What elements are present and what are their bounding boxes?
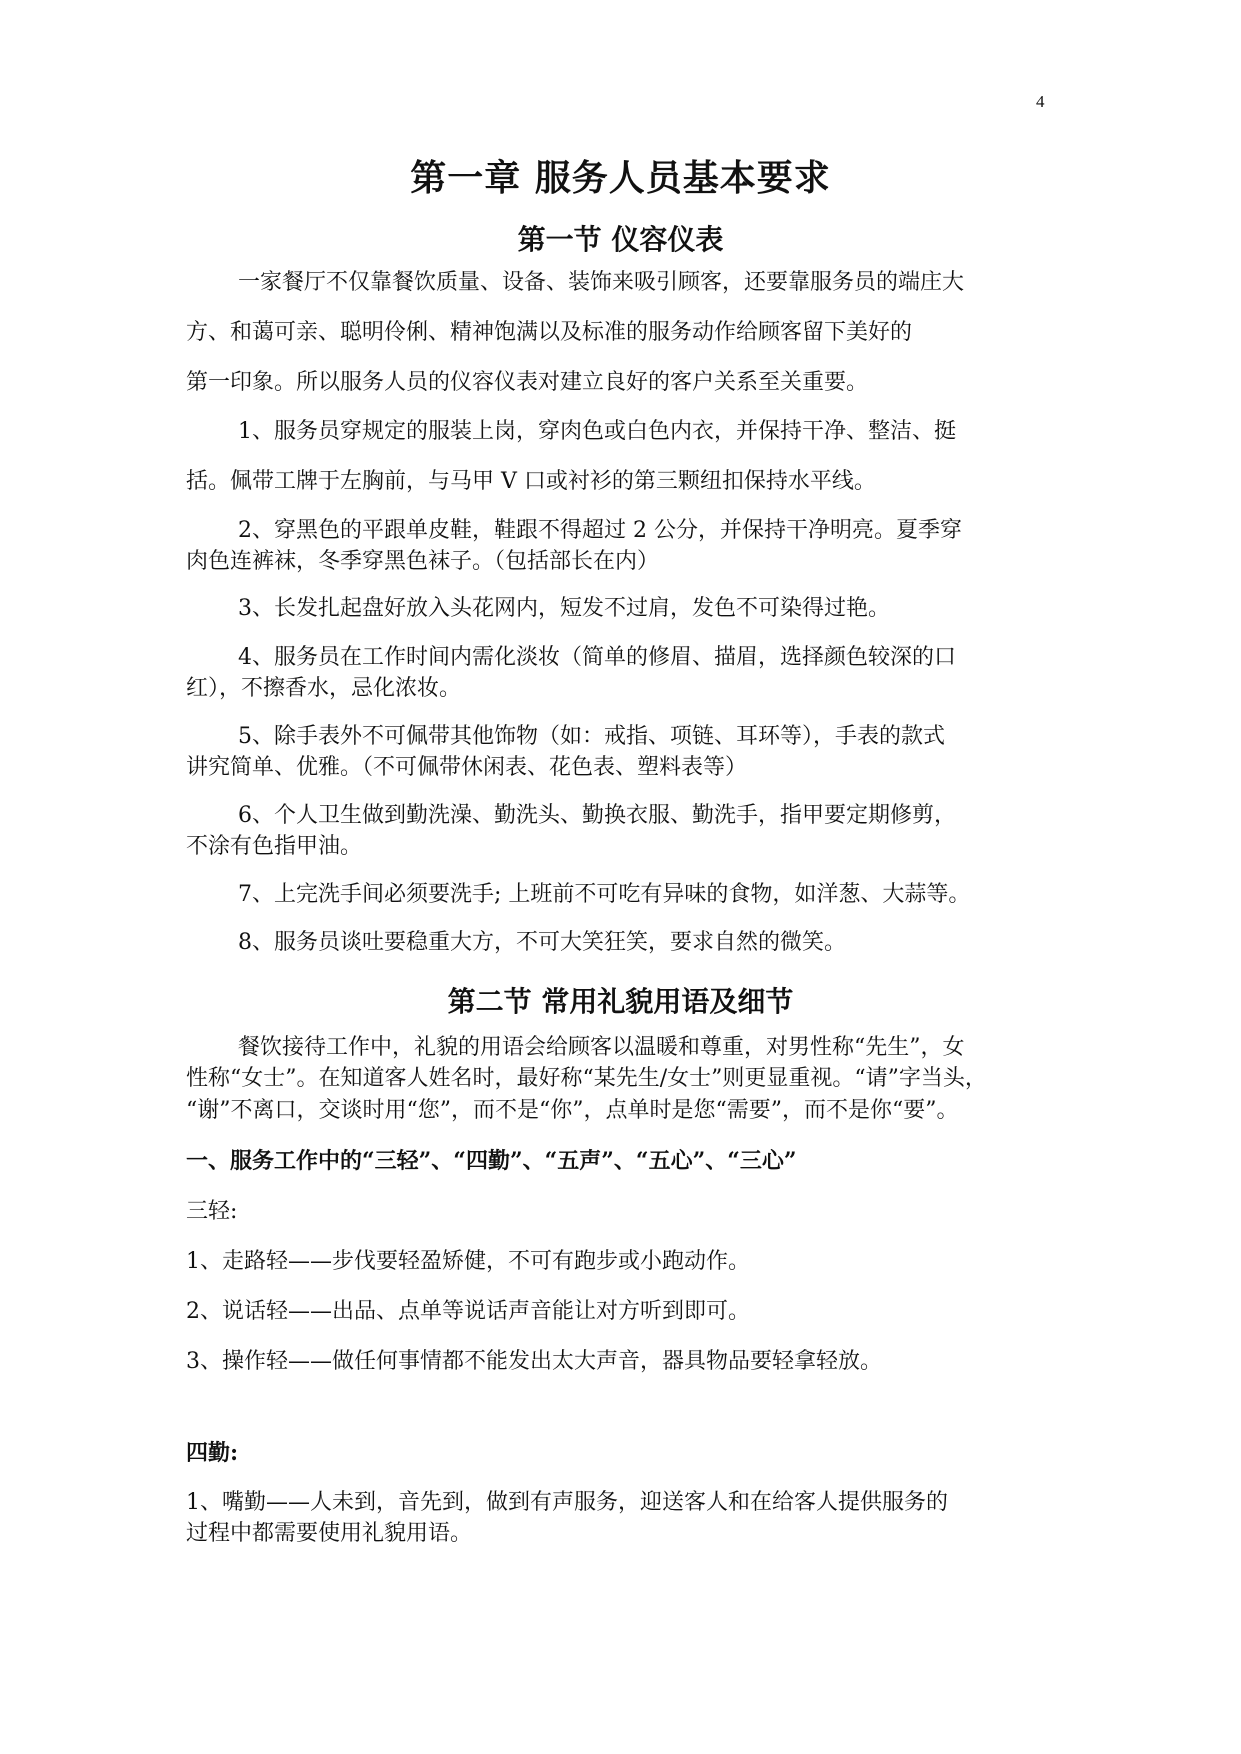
- intro-line-1: 一家餐厅不仅靠餐饮质量、设备、装饰来吸引顾客，还要靠服务员的端庄大: [238, 270, 965, 295]
- sanqing-label: 三轻:: [186, 1199, 238, 1224]
- subheading: 一、服务工作中的“三轻”、“四勤”、“五声”、“五心”、“三心”: [186, 1148, 797, 1174]
- item-8-line-1: 8、服务员谈吐要稳重大方，不可大笑狂笑，要求自然的微笑。: [238, 930, 846, 955]
- item-1-line-1: 1、服务员穿规定的服装上岗，穿肉色或白色内衣，并保持干净、整洁、挺: [238, 419, 956, 444]
- item-5-line-2: 讲究简单、优雅。（不可佩带休闲表、花色表、塑料表等）: [186, 755, 748, 780]
- item-6-line-2: 不涂有色指甲油。: [186, 834, 363, 859]
- intro-line-2: 方、和蔼可亲、聪明伶俐、精神饱满以及标准的服务动作给顾客留下美好的: [186, 320, 913, 345]
- section-title-1: 第一节 仪容仪表: [517, 223, 724, 256]
- item-4-line-2: 红），不擦香水，忌化浓妆。: [186, 676, 462, 701]
- section2-line-3: “谢”不离口，交谈时用“您”，而不是“你”，点单时是您“需要”，而不是你“要”。: [186, 1098, 959, 1123]
- item-1-line-2: 括。佩带工牌于左胸前，与马甲 V 口或衬衫的第三颗纽扣保持水平线。: [186, 469, 876, 494]
- item-2-line-2: 肉色连裤袜，冬季穿黑色袜子。（包括部长在内）: [186, 549, 660, 574]
- item-4-line-1: 4、服务员在工作时间内需化淡妆（简单的修眉、描眉，选择颜色较深的口: [238, 645, 956, 670]
- item-6-line-1: 6、个人卫生做到勤洗澡、勤洗头、勤换衣服、勤洗手，指甲要定期修剪，: [238, 803, 956, 828]
- sanqing-item-2: 2、说话轻——出品、点单等说话声音能让对方听到即可。: [186, 1299, 750, 1324]
- section2-line-2: 性称“女士”。在知道客人姓名时，最好称“某先生/女士”则更显重视。“请”字当头，: [186, 1066, 987, 1091]
- item-5-line-1: 5、除手表外不可佩带其他饰物（如：戒指、项链、耳环等），手表的款式: [238, 724, 945, 749]
- item-7-line-1: 7、上完洗手间必须要洗手; 上班前不可吃有异味的食物，如洋葱、大蒜等。: [238, 882, 971, 907]
- page-number: 4: [1036, 92, 1045, 111]
- sanqing-item-3: 3、操作轻——做任何事情都不能发出太大声音，器具物品要轻拿轻放。: [186, 1349, 882, 1374]
- chapter-title: 第一章 服务人员基本要求: [410, 157, 831, 199]
- siqin-label: 四勤:: [186, 1440, 239, 1466]
- siqin-item-1-line-2: 过程中都需要使用礼貌用语。: [186, 1521, 473, 1546]
- item-2-line-1: 2、穿黑色的平跟单皮鞋，鞋跟不得超过 2 公分，并保持干净明亮。夏季穿: [238, 518, 962, 543]
- section2-line-1: 餐饮接待工作中，礼貌的用语会给顾客以温暖和尊重，对男性称“先生”，女: [238, 1035, 965, 1060]
- item-3-line-1: 3、长发扎起盘好放入头花网内，短发不过肩，发色不可染得过艳。: [238, 596, 890, 621]
- siqin-item-1-line-1: 1、嘴勤——人未到，音先到，做到有声服务，迎送客人和在给客人提供服务的: [186, 1490, 948, 1515]
- section-title-2: 第二节 常用礼貌用语及细节: [447, 985, 794, 1018]
- intro-line-3: 第一印象。所以服务人员的仪容仪表对建立良好的客户关系至关重要。: [186, 370, 869, 395]
- sanqing-item-1: 1、走路轻——步伐要轻盈矫健，不可有跑步或小跑动作。: [186, 1249, 750, 1274]
